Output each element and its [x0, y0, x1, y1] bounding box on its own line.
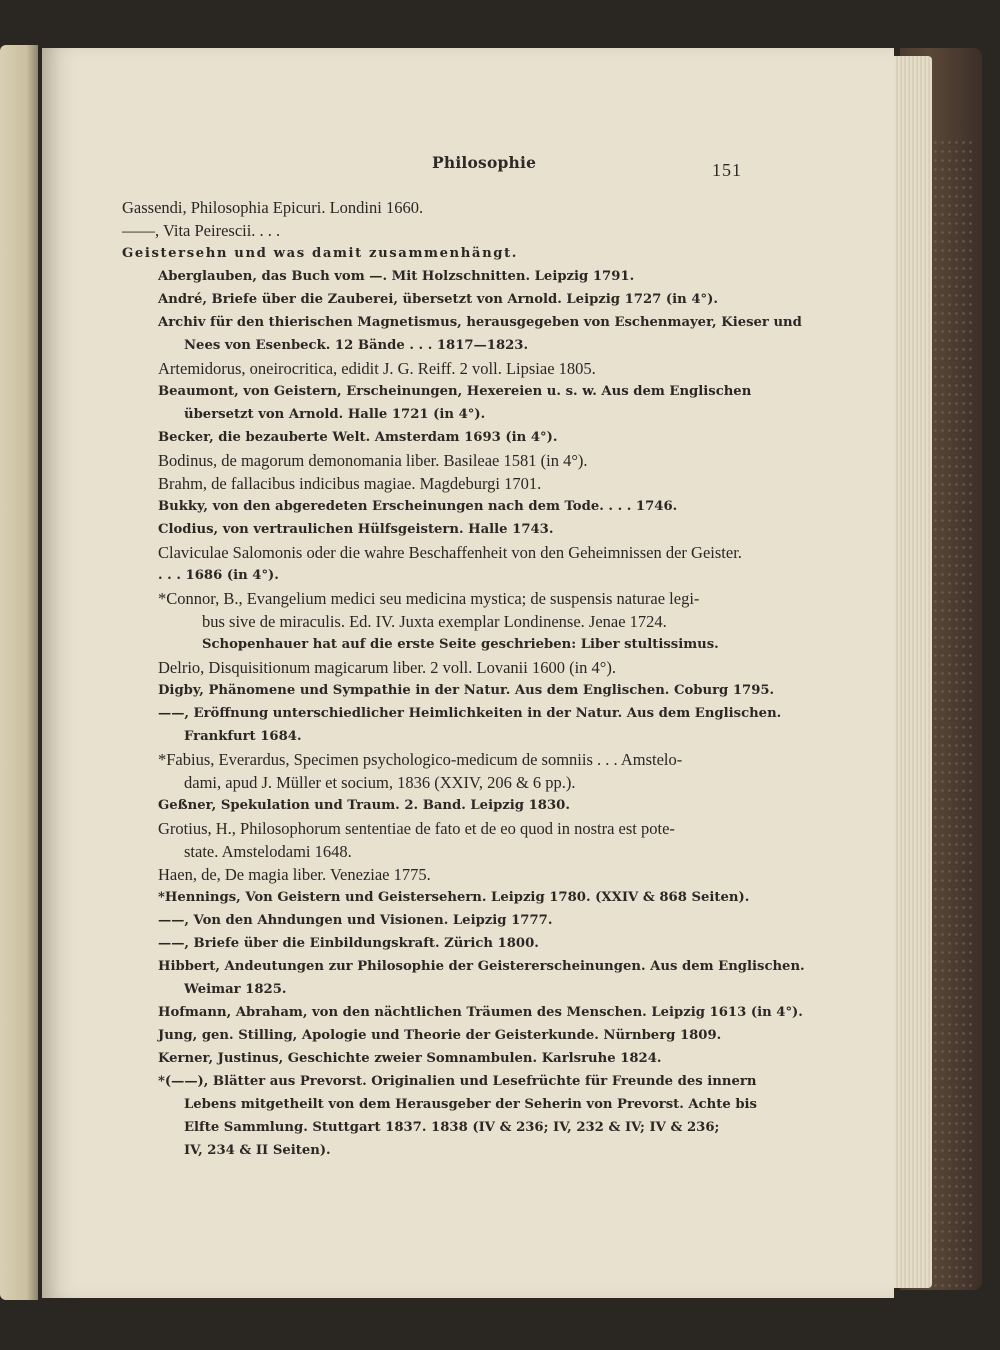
- bibliography-line: Elfte Sammlung. Stuttgart 1837. 1838 (IV & 236; IV, 232 & IV; IV & 236;: [184, 1120, 720, 1135]
- running-head: Philosophie: [432, 153, 537, 172]
- bibliography-line: Frankfurt 1684.: [184, 729, 302, 744]
- bibliography-line: Brahm, de fallacibus indicibus magiae. Magdeburgi 1701.: [158, 474, 542, 493]
- bibliography-line: Bodinus, de magorum demonomania liber. Basileae 1581 (in 4°).: [158, 451, 588, 470]
- bibliography-line: Geistersehn und was damit zusammenhängt.: [122, 246, 518, 261]
- facing-page-edge: [0, 45, 38, 1300]
- page-number: 151: [712, 160, 742, 180]
- bibliography-line: Gassendi, Philosophia Epicuri. Londini 1660.: [122, 198, 424, 217]
- bibliography-line: Jung, gen. Stilling, Apologie und Theorie der Geisterkunde. Nürnberg 1809.: [158, 1028, 722, 1043]
- bibliography-line: state. Amstelodami 1648.: [184, 842, 352, 861]
- page-block-edges: [890, 56, 932, 1288]
- bibliography-line: Nees von Esenbeck. 12 Bände . . . 1817—1823.: [184, 338, 529, 353]
- bibliography-line: ——, Eröffnung unterschiedlicher Heimlichkeiten in der Natur. Aus dem Englischen.: [158, 706, 782, 721]
- bibliography-line: dami, apud J. Müller et socium, 1836 (XXIV, 206 & 6 pp.).: [184, 773, 576, 792]
- bibliography-line: bus sive de miraculis. Ed. IV. Juxta exemplar Londinense. Jenae 1724.: [202, 612, 667, 631]
- bibliography-line: Kerner, Justinus, Geschichte zweier Somnambulen. Karlsruhe 1824.: [158, 1051, 662, 1066]
- bibliography-line: Beaumont, von Geistern, Erscheinungen, Hexereien u. s. w. Aus dem Englischen: [158, 384, 752, 399]
- bibliography-line: Artemidorus, oneirocritica, edidit J. G. Reiff. 2 voll. Lipsiae 1805.: [158, 359, 596, 378]
- bibliography-line: Becker, die bezauberte Welt. Amsterdam 1693 (in 4°).: [158, 430, 558, 445]
- bibliography-line: *(——), Blätter aus Prevorst. Originalien und Lesefrüchte für Freunde des innern: [158, 1074, 757, 1089]
- bibliography-line: . . . 1686 (in 4°).: [158, 568, 279, 583]
- bibliography-line: Hibbert, Andeutungen zur Philosophie der Geistererscheinungen. Aus dem Englischen.: [158, 959, 805, 974]
- bibliography-line: Digby, Phänomene und Sympathie in der Natur. Aus dem Englischen. Coburg 1795.: [158, 683, 775, 698]
- bibliography-line: Grotius, H., Philosophorum sententiae de fato et de eo quod in nostra est pote-: [158, 819, 675, 838]
- bibliography-line: André, Briefe über die Zauberei, übersetzt von Arnold. Leipzig 1727 (in 4°).: [158, 292, 718, 307]
- bibliography-line: *Connor, B., Evangelium medici seu medicina mystica; de suspensis naturae legi-: [158, 589, 700, 608]
- bibliography-line: Weimar 1825.: [184, 982, 287, 997]
- bibliography-line: *Fabius, Everardus, Specimen psychologico-medicum de somniis . . . Amstelo-: [158, 750, 683, 769]
- bibliography-line: Lebens mitgetheilt von dem Herausgeber der Seherin von Prevorst. Achte bis: [184, 1097, 757, 1112]
- bibliography-line: ——, Von den Ahndungen und Visionen. Leipzig 1777.: [158, 913, 553, 928]
- bibliography-line: IV, 234 & II Seiten).: [184, 1143, 331, 1158]
- bibliography-line: Hofmann, Abraham, von den nächtlichen Träumen des Menschen. Leipzig 1613 (in 4°).: [158, 1005, 803, 1020]
- bibliography-line: Clodius, von vertraulichen Hülfsgeistern. Halle 1743.: [158, 522, 554, 537]
- bibliography-line: Aberglauben, das Buch vom —. Mit Holzschnitten. Leipzig 1791.: [158, 269, 635, 284]
- bibliography-line: Archiv für den thierischen Magnetismus, herausgegeben von Eschenmayer, Kieser und: [158, 315, 802, 330]
- bibliography-line: ——, Vita Peirescii. . . .: [122, 221, 281, 240]
- bibliography-line: Haen, de, De magia liber. Veneziae 1775.: [158, 865, 431, 884]
- bibliography-line: übersetzt von Arnold. Halle 1721 (in 4°).: [184, 407, 486, 422]
- bibliography-line: ——, Briefe über die Einbildungskraft. Zürich 1800.: [158, 936, 539, 951]
- bibliography-list: [122, 196, 805, 1162]
- bibliography-line: Bukky, von den abgeredeten Erscheinungen nach dem Tode. . . . 1746.: [158, 499, 678, 514]
- bibliography-line: Claviculae Salomonis oder die wahre Beschaffenheit von den Geheimnissen der Geister.: [158, 543, 742, 562]
- book-page: [42, 48, 894, 1298]
- bibliography-line: *Hennings, Von Geistern und Geistersehern. Leipzig 1780. (XXIV & 868 Seiten).: [158, 890, 750, 905]
- bibliography-line: Geßner, Spekulation und Traum. 2. Band. Leipzig 1830.: [158, 798, 570, 813]
- bibliography-line: Delrio, Disquisitionum magicarum liber. 2 voll. Lovanii 1600 (in 4°).: [158, 658, 616, 677]
- bibliography-line: Schopenhauer hat auf die erste Seite geschrieben: Liber stultissimus.: [202, 637, 719, 652]
